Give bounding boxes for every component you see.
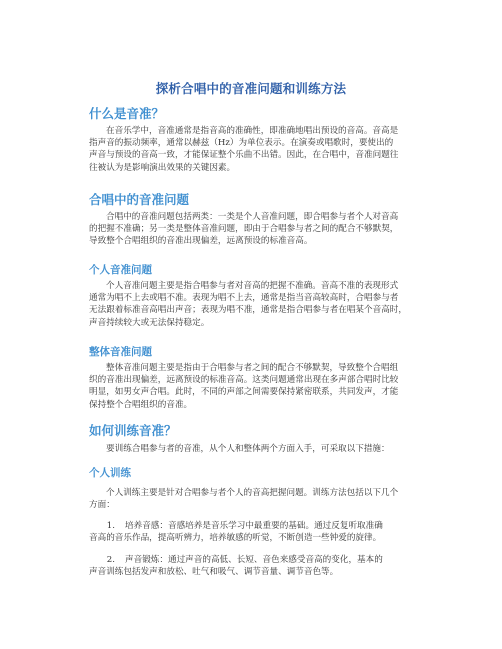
- text-line: 无法跟着标准音高唱出声音；表现为唱不准，通常是指合唱参与者在唱某个音高时，: [89, 305, 407, 316]
- heading-individual-pitch: 个人音准问题: [89, 264, 152, 276]
- text-line: 在音乐学中，音准通常是指音高的准确性，即准确地唱出预设的音高。音高是: [106, 126, 399, 136]
- heading-what-is-pitch: 什么是音准？: [89, 106, 165, 121]
- list-item: [89, 554, 441, 578]
- text-line: 导致整个合唱组织的音准出现偏差，远离预设的标准音高。: [89, 236, 313, 247]
- list-number: 1.: [106, 521, 115, 531]
- text-line: 织的音准出现偏差，远离预设的标准音高。这类问题通常出现在多声部合唱时比较: [89, 375, 399, 386]
- text-line: 声音训练包括发声和放松、吐气和吸气、调节音量、调节音色等。: [89, 567, 339, 578]
- text-line: 的把握不准确；另一类是整体音准问题，即由于合唱参与者之间的配合不够默契，: [89, 224, 399, 235]
- paragraph-personal-training: [89, 487, 441, 511]
- text-line: 音高的音乐作品，提高听辨力，培养敏感的听觉，不断创造一些钟爱的旋律。: [89, 533, 382, 544]
- text-line: 声音与预设的音高一致，才能保证整个乐曲不出错。因此，在合唱中，音准问题往: [89, 150, 399, 161]
- text-line: 指声音的振动频率，通常以赫兹（Hz）为单位表示。在演奏或唱歌时，要使出的: [89, 138, 394, 149]
- text-line: 声音持续较大或无法保持稳定。: [89, 317, 210, 328]
- text-line: 方面：: [89, 500, 115, 511]
- heading-personal-training: 个人训练: [89, 467, 131, 479]
- list-item: [89, 520, 441, 544]
- text-line: 合唱中的音准问题包括两类：一类是个人音准问题，即合唱参与者个人对音高: [106, 212, 399, 222]
- paragraph-individual-pitch: [89, 280, 441, 329]
- text-line: 通常为唱不上去或唱不准。表现为唱不上去，通常是指当音高较高时，合唱参与者: [89, 293, 399, 304]
- paragraph-choir-pitch-problems: [89, 211, 441, 248]
- text-line: 保持整个合唱组织的音准。: [89, 399, 193, 410]
- heading-how-to-train: 如何训练音准？: [89, 423, 177, 438]
- text-line: 个人训练主要是针对合唱参与者个人的音高把握问题。训练方法包括以下几个: [106, 488, 399, 498]
- paragraph-overall-pitch: [89, 362, 441, 411]
- text-line: 个人音准问题主要是指合唱参与者对音高的把握不准确。音高不准的表现形式: [106, 281, 399, 291]
- text-line: 培养音感：音感培养是音乐学习中最重要的基础。通过反复听取准确: [125, 521, 383, 531]
- text-line: 整体音准问题主要是指由于合唱参与者之间的配合不够默契，导致整个合唱组: [106, 363, 399, 373]
- list-number: 2.: [106, 555, 115, 565]
- document-title: 探析合唱中的音准问题和训练方法: [155, 81, 347, 96]
- heading-overall-pitch: 整体音准问题: [89, 346, 152, 358]
- text-line: 往被认为是影响演出效果的关键因素。: [89, 162, 236, 173]
- heading-choir-pitch-problems: 合唱中的音准问题: [89, 192, 190, 207]
- text-line: 明显，如男女声合唱。此时，不同的声部之间需要保持紧密联系，共同发声，才能: [89, 387, 399, 398]
- paragraph-how-to-train: [89, 443, 441, 455]
- paragraph-what-is-pitch: [89, 125, 441, 174]
- text-line: 声音锻炼：通过声音的高低、长短、音色来感受音高的变化，基本的: [125, 555, 383, 565]
- text-line: 要训练合唱参与者的音准，从个人和整体两个方面入手，可采取以下措施：: [106, 444, 390, 454]
